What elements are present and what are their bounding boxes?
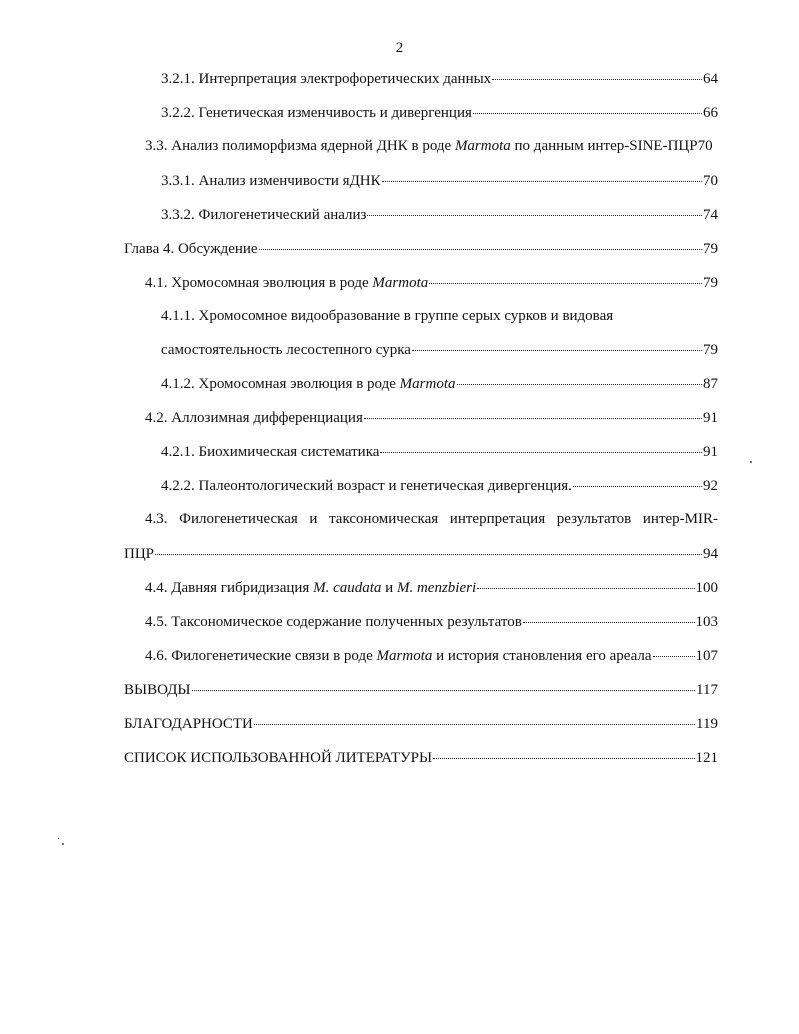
toc-entry-page: 70 <box>697 138 713 154</box>
toc-entry-page: 94 <box>703 546 718 562</box>
toc-entry-4-1-2[interactable] <box>161 373 718 394</box>
toc-entry-title: 4.1. Хромосомная эволюция в роде Marmota <box>145 275 429 291</box>
toc-entry-page: 79 <box>703 275 718 291</box>
page-number: 2 <box>395 40 404 56</box>
toc-entry-title: 4.3. Филогенетическая и таксономическая интерпретация результатов интер-MIR- <box>145 511 718 527</box>
toc-entry-page: 64 <box>703 71 718 87</box>
toc-entry-acknowledgements[interactable] <box>124 713 718 734</box>
dot-leader <box>457 370 702 385</box>
toc-entry-page: 117 <box>696 682 718 698</box>
dot-leader <box>259 235 702 250</box>
toc-entry-4-3-cont[interactable] <box>124 543 718 564</box>
toc-entry-title: Глава 4. Обсуждение <box>124 241 258 257</box>
toc-entry-4-3[interactable] <box>145 509 718 529</box>
toc-entry-4-1[interactable] <box>145 272 718 293</box>
toc-entry-4-1-1[interactable] <box>161 306 718 326</box>
toc-entry-references[interactable] <box>124 747 718 768</box>
toc-entry-4-2-2[interactable] <box>161 475 718 496</box>
dot-leader <box>429 269 702 284</box>
dot-leader <box>573 472 702 487</box>
toc-entry-title: СПИСОК ИСПОЛЬЗОВАННОЙ ЛИТЕРАТУРЫ <box>124 750 433 766</box>
toc-entry-page: 87 <box>703 376 718 392</box>
dot-leader <box>367 201 702 216</box>
toc-entry-page: 70 <box>703 173 718 189</box>
toc-entry-title: ПЦР <box>124 546 155 562</box>
toc-entry-page: 91 <box>703 444 718 460</box>
species-name: M. menzbieri <box>396 580 477 596</box>
toc-entry-3-3-1[interactable] <box>161 170 718 191</box>
toc-entry-3-3-2[interactable] <box>161 204 718 225</box>
toc-entry-conclusions[interactable] <box>124 679 718 700</box>
toc-entry-title: 4.2. Аллозимная дифференциация <box>145 410 363 426</box>
toc-entry-4-2-1[interactable] <box>161 441 718 462</box>
genus-name: Marmota <box>376 648 433 664</box>
toc-entry-title: БЛАГОДАРНОСТИ <box>124 716 253 732</box>
toc-entry-4-5[interactable] <box>145 611 718 632</box>
toc-entry-page: 121 <box>695 750 718 766</box>
toc-entry-title: 4.5. Таксономическое содержание полученных результатов <box>145 614 522 630</box>
scan-speck <box>62 843 64 845</box>
toc-entry-title: 4.2.2. Палеонтологический возраст и генетическая дивергенция. <box>161 478 572 494</box>
dot-leader <box>473 99 702 114</box>
species-name: M. caudata <box>313 580 382 596</box>
dot-leader <box>523 608 695 623</box>
genus-name: Marmota <box>372 275 429 291</box>
dot-leader <box>382 167 702 182</box>
toc-entry-4-2[interactable] <box>145 407 718 428</box>
toc-entry-title: 3.3. Анализ полиморфизма ядерной ДНК в роде Marmota по данным интер-SINE-ПЦР <box>145 138 698 154</box>
toc-entry-title: 4.6. Филогенетические связи в роде Marmota и история становления его ареала <box>145 648 652 664</box>
toc-entry-3-2-1[interactable] <box>161 68 718 89</box>
toc-entry-page: 79 <box>703 241 718 257</box>
toc-entry-chapter-4[interactable] <box>124 238 718 259</box>
toc-entry-4-1-1-cont[interactable] <box>161 339 718 360</box>
dot-leader <box>254 710 695 725</box>
genus-name: Marmota <box>399 376 456 392</box>
dot-leader <box>155 540 702 555</box>
toc-entry-title: 3.2.2. Генетическая изменчивость и дивергенция <box>161 105 472 121</box>
dot-leader <box>380 438 702 453</box>
toc-entry-title: 3.2.1. Интерпретация электрофоретических данных <box>161 71 492 87</box>
toc-entry-title: 4.1.2. Хромосомная эволюция в роде Marmota <box>161 376 456 392</box>
toc-entry-title: 4.2.1. Биохимическая систематика <box>161 444 380 460</box>
toc-entry-page: 100 <box>695 580 718 596</box>
toc-entry-title: 4.4. Давняя гибридизация M. caudata и M. menzbieri <box>145 580 477 596</box>
toc-entry-title: 3.3.1. Анализ изменчивости яДНК <box>161 173 381 189</box>
toc-entry-3-2-2[interactable] <box>161 102 718 123</box>
dot-leader <box>192 676 696 691</box>
dot-leader <box>412 336 702 351</box>
dot-leader <box>477 574 694 589</box>
dot-leader <box>492 65 702 80</box>
toc-entry-title: ВЫВОДЫ <box>124 682 191 698</box>
scan-speck <box>58 838 59 839</box>
toc-entry-page: 92 <box>703 478 718 494</box>
toc-entry-title: самостоятельность лесостепного сурка <box>161 342 411 358</box>
toc-entry-page: 107 <box>695 648 718 664</box>
dot-leader <box>433 744 694 759</box>
dot-leader <box>364 404 702 419</box>
dot-leader <box>653 642 695 657</box>
toc-entry-page: 103 <box>695 614 718 630</box>
toc-entry-page: 79 <box>703 342 718 358</box>
toc-entry-page: 91 <box>703 410 718 426</box>
toc-entry-4-4[interactable] <box>145 577 718 598</box>
toc-entry-page: 66 <box>703 105 718 121</box>
scan-speck <box>750 461 752 463</box>
toc-entry-4-6[interactable] <box>145 645 718 666</box>
toc-entry-3-3[interactable] <box>145 136 718 156</box>
toc-entry-title: 3.3.2. Филогенетический анализ <box>161 207 367 223</box>
toc-entry-page: 119 <box>696 716 718 732</box>
genus-name: Marmota <box>454 138 511 154</box>
toc-entry-page: 74 <box>703 207 718 223</box>
toc-entry-title: 4.1.1. Хромосомное видообразование в группе серых сурков и видовая <box>161 308 614 324</box>
